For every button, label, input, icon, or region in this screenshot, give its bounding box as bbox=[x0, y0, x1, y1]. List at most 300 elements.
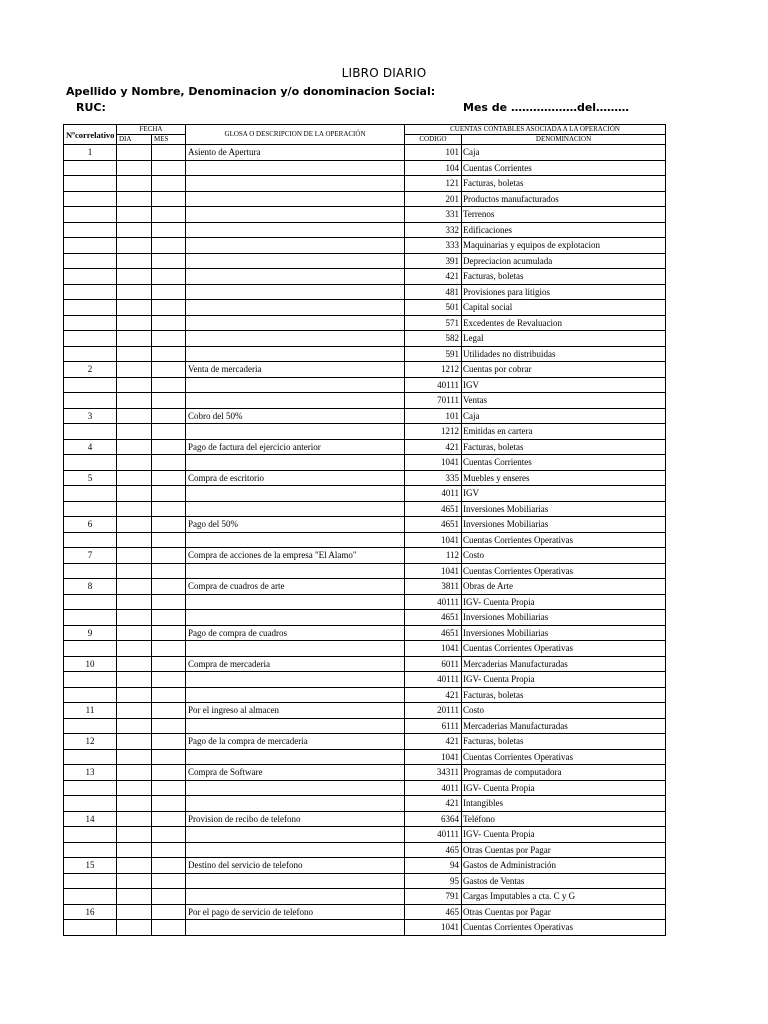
glosa-cell bbox=[186, 222, 405, 238]
day-cell bbox=[117, 145, 152, 161]
table-row bbox=[64, 780, 666, 796]
entry-number-cell bbox=[64, 253, 117, 269]
table-row bbox=[64, 672, 666, 688]
glosa-cell bbox=[186, 842, 405, 858]
entry-number-cell bbox=[64, 842, 117, 858]
day-cell bbox=[117, 563, 152, 579]
account-name-cell: Facturas, boletas bbox=[462, 176, 666, 192]
table-row bbox=[64, 811, 666, 827]
month-cell bbox=[152, 563, 186, 579]
glosa-cell bbox=[186, 827, 405, 843]
entry-number-cell bbox=[64, 672, 117, 688]
day-cell bbox=[117, 718, 152, 734]
entry-number-cell bbox=[64, 532, 117, 548]
day-cell bbox=[117, 455, 152, 471]
account-name-cell: IGV- Cuenta Propia bbox=[462, 827, 666, 843]
account-code-cell: 4651 bbox=[405, 610, 462, 626]
month-cell bbox=[152, 284, 186, 300]
table-row bbox=[64, 904, 666, 920]
account-name-cell: Maquinarias y equipos de explotacion bbox=[462, 238, 666, 254]
glosa-cell bbox=[186, 873, 405, 889]
table-row bbox=[64, 439, 666, 455]
account-name-cell: Costo bbox=[462, 548, 666, 564]
account-code-cell: 4011 bbox=[405, 780, 462, 796]
entry-number-cell bbox=[64, 749, 117, 765]
month-cell bbox=[152, 594, 186, 610]
account-code-cell: 421 bbox=[405, 269, 462, 285]
glosa-cell bbox=[186, 486, 405, 502]
entry-number-cell bbox=[64, 207, 117, 223]
glosa-cell bbox=[186, 455, 405, 471]
month-cell bbox=[152, 346, 186, 362]
glosa-cell bbox=[186, 315, 405, 331]
account-code-cell: 1041 bbox=[405, 641, 462, 657]
month-cell bbox=[152, 501, 186, 517]
month-cell bbox=[152, 687, 186, 703]
account-code-cell: 1041 bbox=[405, 455, 462, 471]
glosa-cell bbox=[186, 780, 405, 796]
table-row bbox=[64, 191, 666, 207]
header-cuentas: CUENTAS CONTABLES ASOCIADA A LA OPERACIÓN bbox=[405, 125, 666, 135]
account-code-cell: 4651 bbox=[405, 625, 462, 641]
account-name-cell: Mercaderias Manufacturadas bbox=[462, 656, 666, 672]
month-cell bbox=[152, 191, 186, 207]
table-row bbox=[64, 160, 666, 176]
glosa-cell bbox=[186, 501, 405, 517]
account-name-cell: Cuentas Corrientes bbox=[462, 455, 666, 471]
month-cell bbox=[152, 517, 186, 533]
glosa-cell bbox=[186, 176, 405, 192]
month-cell bbox=[152, 672, 186, 688]
account-code-cell: 104 bbox=[405, 160, 462, 176]
table-row bbox=[64, 749, 666, 765]
entry-number-cell: 7 bbox=[64, 548, 117, 564]
month-cell bbox=[152, 207, 186, 223]
day-cell bbox=[117, 873, 152, 889]
entry-number-cell bbox=[64, 238, 117, 254]
day-cell bbox=[117, 780, 152, 796]
entry-number-cell bbox=[64, 300, 117, 316]
month-cell bbox=[152, 362, 186, 378]
glosa-cell: Venta de mercaderia bbox=[186, 362, 405, 378]
journal-table-header bbox=[64, 125, 666, 145]
glosa-cell bbox=[186, 920, 405, 936]
month-cell bbox=[152, 331, 186, 347]
account-name-cell: Cuentas Corrientes Operativas bbox=[462, 920, 666, 936]
table-row bbox=[64, 594, 666, 610]
entry-number-cell: 13 bbox=[64, 765, 117, 781]
month-cell bbox=[152, 749, 186, 765]
account-code-cell: 201 bbox=[405, 191, 462, 207]
account-code-cell: 591 bbox=[405, 346, 462, 362]
account-code-cell: 4651 bbox=[405, 501, 462, 517]
account-name-cell: Inversiones Mobiliarias bbox=[462, 610, 666, 626]
table-row bbox=[64, 284, 666, 300]
glosa-cell bbox=[186, 238, 405, 254]
account-name-cell: Teléfono bbox=[462, 811, 666, 827]
entry-number-cell bbox=[64, 222, 117, 238]
account-code-cell: 421 bbox=[405, 734, 462, 750]
account-code-cell: 3811 bbox=[405, 579, 462, 595]
table-row bbox=[64, 501, 666, 517]
day-cell bbox=[117, 470, 152, 486]
glosa-cell: Pago de compra de cuadros bbox=[186, 625, 405, 641]
entity-label: Apellido y Nombre, Denominacion y/o donominacion Social: bbox=[66, 85, 436, 98]
account-name-cell: Programas de computadora bbox=[462, 765, 666, 781]
entry-number-cell bbox=[64, 486, 117, 502]
glosa-cell: Por el pago de servicio de telefono bbox=[186, 904, 405, 920]
glosa-cell bbox=[186, 207, 405, 223]
day-cell bbox=[117, 408, 152, 424]
day-cell bbox=[117, 393, 152, 409]
month-cell bbox=[152, 486, 186, 502]
month-cell bbox=[152, 470, 186, 486]
table-row bbox=[64, 858, 666, 874]
account-code-cell: 121 bbox=[405, 176, 462, 192]
account-code-cell: 391 bbox=[405, 253, 462, 269]
account-code-cell: 6011 bbox=[405, 656, 462, 672]
account-name-cell: Cargas Imputables a cta. C y G bbox=[462, 889, 666, 905]
day-cell bbox=[117, 439, 152, 455]
table-row bbox=[64, 424, 666, 440]
table-row bbox=[64, 517, 666, 533]
account-code-cell: 571 bbox=[405, 315, 462, 331]
month-cell bbox=[152, 718, 186, 734]
account-name-cell: Depreciacion acumulada bbox=[462, 253, 666, 269]
month-cell bbox=[152, 408, 186, 424]
table-row bbox=[64, 300, 666, 316]
day-cell bbox=[117, 331, 152, 347]
glosa-cell bbox=[186, 377, 405, 393]
account-code-cell: 40111 bbox=[405, 594, 462, 610]
entry-number-cell bbox=[64, 827, 117, 843]
account-code-cell: 6111 bbox=[405, 718, 462, 734]
account-name-cell: IGV- Cuenta Propia bbox=[462, 780, 666, 796]
glosa-cell bbox=[186, 594, 405, 610]
entry-number-cell: 16 bbox=[64, 904, 117, 920]
month-cell bbox=[152, 579, 186, 595]
month-cell bbox=[152, 424, 186, 440]
account-name-cell: Inversiones Mobiliarias bbox=[462, 625, 666, 641]
entry-number-cell bbox=[64, 269, 117, 285]
entry-number-cell: 3 bbox=[64, 408, 117, 424]
entry-number-cell bbox=[64, 889, 117, 905]
entry-number-cell bbox=[64, 191, 117, 207]
month-cell bbox=[152, 703, 186, 719]
account-code-cell: 101 bbox=[405, 408, 462, 424]
table-row bbox=[64, 687, 666, 703]
month-cell bbox=[152, 858, 186, 874]
entry-number-cell: 6 bbox=[64, 517, 117, 533]
header-denominacion: DENOMINACION bbox=[462, 135, 666, 145]
header-codigo: CODIGO bbox=[405, 135, 462, 145]
table-row bbox=[64, 176, 666, 192]
month-cell bbox=[152, 796, 186, 812]
journal-table bbox=[63, 124, 666, 936]
account-name-cell: Legal bbox=[462, 331, 666, 347]
glosa-cell: Destino del servicio de telefono bbox=[186, 858, 405, 874]
glosa-cell bbox=[186, 393, 405, 409]
day-cell bbox=[117, 594, 152, 610]
account-name-cell: Edificaciones bbox=[462, 222, 666, 238]
month-cell bbox=[152, 842, 186, 858]
day-cell bbox=[117, 625, 152, 641]
table-row bbox=[64, 362, 666, 378]
account-code-cell: 481 bbox=[405, 284, 462, 300]
account-code-cell: 6364 bbox=[405, 811, 462, 827]
table-row bbox=[64, 563, 666, 579]
day-cell bbox=[117, 269, 152, 285]
table-row bbox=[64, 641, 666, 657]
glosa-cell bbox=[186, 610, 405, 626]
glosa-cell: Cobro del 50% bbox=[186, 408, 405, 424]
glosa-cell: Compra de cuadros de arte bbox=[186, 579, 405, 595]
account-name-cell: IGV bbox=[462, 377, 666, 393]
month-cell bbox=[152, 176, 186, 192]
table-row bbox=[64, 579, 666, 595]
entry-number-cell bbox=[64, 920, 117, 936]
entry-number-cell bbox=[64, 594, 117, 610]
account-code-cell: 94 bbox=[405, 858, 462, 874]
day-cell bbox=[117, 749, 152, 765]
month-cell bbox=[152, 827, 186, 843]
month-cell bbox=[152, 920, 186, 936]
table-row bbox=[64, 455, 666, 471]
table-row bbox=[64, 734, 666, 750]
account-code-cell: 1041 bbox=[405, 532, 462, 548]
account-name-cell: Muebles y enseres bbox=[462, 470, 666, 486]
account-code-cell: 95 bbox=[405, 873, 462, 889]
day-cell bbox=[117, 284, 152, 300]
month-cell bbox=[152, 811, 186, 827]
account-name-cell: Cuentas Corrientes bbox=[462, 160, 666, 176]
account-code-cell: 335 bbox=[405, 470, 462, 486]
day-cell bbox=[117, 842, 152, 858]
account-code-cell: 112 bbox=[405, 548, 462, 564]
entry-number-cell bbox=[64, 315, 117, 331]
day-cell bbox=[117, 315, 152, 331]
glosa-cell bbox=[186, 672, 405, 688]
account-name-cell: Inversiones Mobiliarias bbox=[462, 517, 666, 533]
entry-number-cell bbox=[64, 455, 117, 471]
month-cell bbox=[152, 548, 186, 564]
account-code-cell: 465 bbox=[405, 842, 462, 858]
account-code-cell: 70111 bbox=[405, 393, 462, 409]
account-code-cell: 421 bbox=[405, 687, 462, 703]
journal-table-body bbox=[64, 145, 666, 936]
glosa-cell bbox=[186, 284, 405, 300]
entry-number-cell bbox=[64, 873, 117, 889]
day-cell bbox=[117, 238, 152, 254]
table-row bbox=[64, 145, 666, 161]
table-row bbox=[64, 315, 666, 331]
entry-number-cell bbox=[64, 780, 117, 796]
day-cell bbox=[117, 486, 152, 502]
entry-number-cell bbox=[64, 796, 117, 812]
account-code-cell: 421 bbox=[405, 796, 462, 812]
glosa-cell: Pago de factura del ejercicio anterior bbox=[186, 439, 405, 455]
header-glosa: GLOSA O DESCRIPCION DE LA OPERACIÓN bbox=[186, 125, 405, 145]
day-cell bbox=[117, 827, 152, 843]
table-row bbox=[64, 703, 666, 719]
day-cell bbox=[117, 176, 152, 192]
entry-number-cell bbox=[64, 501, 117, 517]
day-cell bbox=[117, 517, 152, 533]
entry-number-cell bbox=[64, 377, 117, 393]
account-name-cell: Utilidades no distribuidas bbox=[462, 346, 666, 362]
header-mes: MES bbox=[152, 135, 186, 145]
account-name-cell: Obras de Arte bbox=[462, 579, 666, 595]
table-row bbox=[64, 238, 666, 254]
glosa-cell bbox=[186, 191, 405, 207]
glosa-cell bbox=[186, 749, 405, 765]
account-name-cell: Otras Cuentas por Pagar bbox=[462, 842, 666, 858]
glosa-cell: Pago de la compra de mercaderia bbox=[186, 734, 405, 750]
table-row bbox=[64, 625, 666, 641]
month-cell bbox=[152, 889, 186, 905]
month-cell bbox=[152, 532, 186, 548]
day-cell bbox=[117, 904, 152, 920]
glosa-cell bbox=[186, 331, 405, 347]
day-cell bbox=[117, 579, 152, 595]
glosa-cell bbox=[186, 346, 405, 362]
account-name-cell: Costo bbox=[462, 703, 666, 719]
entry-number-cell bbox=[64, 176, 117, 192]
entry-number-cell bbox=[64, 641, 117, 657]
account-code-cell: 1041 bbox=[405, 920, 462, 936]
account-name-cell: Otras Cuentas por Pagar bbox=[462, 904, 666, 920]
entry-number-cell: 9 bbox=[64, 625, 117, 641]
day-cell bbox=[117, 734, 152, 750]
month-cell bbox=[152, 439, 186, 455]
table-row bbox=[64, 873, 666, 889]
account-name-cell: Cuentas Corrientes Operativas bbox=[462, 532, 666, 548]
account-name-cell: Cuentas Corrientes Operativas bbox=[462, 563, 666, 579]
glosa-cell bbox=[186, 796, 405, 812]
glosa-cell bbox=[186, 532, 405, 548]
account-name-cell: Caja bbox=[462, 145, 666, 161]
account-name-cell: Cuentas Corrientes Operativas bbox=[462, 749, 666, 765]
glosa-cell bbox=[186, 269, 405, 285]
entry-number-cell: 8 bbox=[64, 579, 117, 595]
entry-number-cell: 5 bbox=[64, 470, 117, 486]
account-code-cell: 465 bbox=[405, 904, 462, 920]
account-code-cell: 582 bbox=[405, 331, 462, 347]
entry-number-cell bbox=[64, 331, 117, 347]
account-name-cell: Cuentas Corrientes Operativas bbox=[462, 641, 666, 657]
period-label: Mes de ………………del……… bbox=[463, 101, 630, 114]
glosa-cell: Asiento de Apertura bbox=[186, 145, 405, 161]
month-cell bbox=[152, 300, 186, 316]
day-cell bbox=[117, 858, 152, 874]
glosa-cell bbox=[186, 889, 405, 905]
table-row bbox=[64, 486, 666, 502]
account-name-cell: IGV- Cuenta Propia bbox=[462, 672, 666, 688]
account-name-cell: Gastos de Administración bbox=[462, 858, 666, 874]
entry-number-cell bbox=[64, 393, 117, 409]
account-code-cell: 4651 bbox=[405, 517, 462, 533]
header-dia: DIA bbox=[117, 135, 152, 145]
month-cell bbox=[152, 455, 186, 471]
day-cell bbox=[117, 191, 152, 207]
day-cell bbox=[117, 548, 152, 564]
month-cell bbox=[152, 269, 186, 285]
day-cell bbox=[117, 222, 152, 238]
day-cell bbox=[117, 160, 152, 176]
day-cell bbox=[117, 377, 152, 393]
day-cell bbox=[117, 207, 152, 223]
document-title: LIBRO DIARIO bbox=[341, 66, 427, 80]
glosa-cell bbox=[186, 718, 405, 734]
account-name-cell: Emitidas en cartera bbox=[462, 424, 666, 440]
table-row bbox=[64, 718, 666, 734]
account-code-cell: 4011 bbox=[405, 486, 462, 502]
table-row bbox=[64, 393, 666, 409]
month-cell bbox=[152, 160, 186, 176]
entry-number-cell bbox=[64, 563, 117, 579]
table-row bbox=[64, 827, 666, 843]
glosa-cell bbox=[186, 300, 405, 316]
account-name-cell: Inversiones Mobiliarias bbox=[462, 501, 666, 517]
table-row bbox=[64, 656, 666, 672]
account-code-cell: 1041 bbox=[405, 563, 462, 579]
glosa-cell: Pago del 50% bbox=[186, 517, 405, 533]
entry-number-cell bbox=[64, 346, 117, 362]
table-row bbox=[64, 331, 666, 347]
account-name-cell: Provisiones para litigios bbox=[462, 284, 666, 300]
account-code-cell: 501 bbox=[405, 300, 462, 316]
glosa-cell bbox=[186, 424, 405, 440]
header-correlativo: Nºcorrelativo bbox=[64, 125, 117, 145]
day-cell bbox=[117, 687, 152, 703]
entry-number-cell: 2 bbox=[64, 362, 117, 378]
entry-number-cell bbox=[64, 610, 117, 626]
month-cell bbox=[152, 765, 186, 781]
entry-number-cell bbox=[64, 160, 117, 176]
glosa-cell bbox=[186, 253, 405, 269]
entry-number-cell: 15 bbox=[64, 858, 117, 874]
account-name-cell: Facturas, boletas bbox=[462, 734, 666, 750]
table-row bbox=[64, 920, 666, 936]
glosa-cell: Compra de Software bbox=[186, 765, 405, 781]
account-name-cell: Terrenos bbox=[462, 207, 666, 223]
account-code-cell: 332 bbox=[405, 222, 462, 238]
entry-number-cell: 1 bbox=[64, 145, 117, 161]
table-row bbox=[64, 253, 666, 269]
account-code-cell: 40111 bbox=[405, 672, 462, 688]
glosa-cell: Provision de recibo de telefono bbox=[186, 811, 405, 827]
account-code-cell: 331 bbox=[405, 207, 462, 223]
table-row bbox=[64, 207, 666, 223]
account-name-cell: Ventas bbox=[462, 393, 666, 409]
day-cell bbox=[117, 656, 152, 672]
table-row bbox=[64, 889, 666, 905]
account-code-cell: 40111 bbox=[405, 827, 462, 843]
account-code-cell: 421 bbox=[405, 439, 462, 455]
entry-number-cell bbox=[64, 284, 117, 300]
account-code-cell: 1212 bbox=[405, 424, 462, 440]
month-cell bbox=[152, 393, 186, 409]
glosa-cell bbox=[186, 641, 405, 657]
day-cell bbox=[117, 532, 152, 548]
table-row bbox=[64, 377, 666, 393]
day-cell bbox=[117, 796, 152, 812]
glosa-cell: Compra de mercaderia bbox=[186, 656, 405, 672]
account-name-cell: Productos manufacturados bbox=[462, 191, 666, 207]
account-name-cell: Facturas, boletas bbox=[462, 269, 666, 285]
entry-number-cell: 12 bbox=[64, 734, 117, 750]
account-code-cell: 791 bbox=[405, 889, 462, 905]
